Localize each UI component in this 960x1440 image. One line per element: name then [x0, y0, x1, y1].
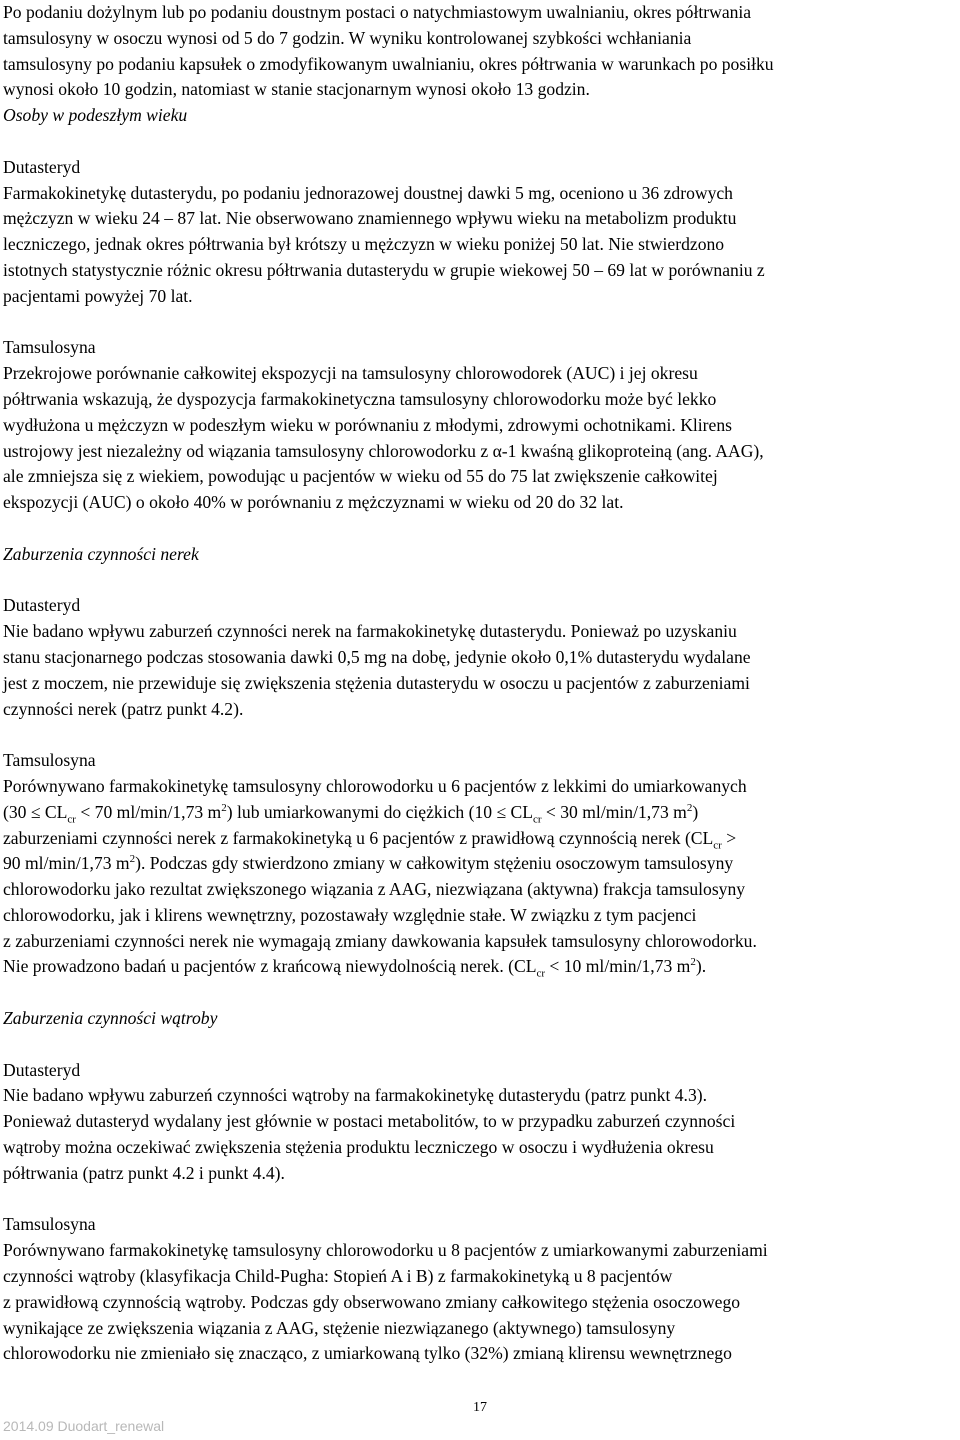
label-tamsulosyna: Tamsulosyna — [3, 337, 96, 358]
document-id: 2014.09 Duodart_renewal — [3, 1418, 165, 1434]
label-dutasteryd: Dutasteryd — [3, 595, 81, 616]
page-number: 17 — [473, 1400, 487, 1415]
label-tamsulosyna: Tamsulosyna — [3, 750, 96, 771]
heading-renal: Zaburzenia czynności nerek — [3, 543, 199, 564]
paragraph-dutasteryd-elderly: Farmakokinetykę dutasterydu, po podaniu jednorazowej doustnej dawki 5 mg, oceniono u 36 zdrowych mężczyzn w wieku 24 – 87 lat. Nie obserwowano znamiennego wpływu wieku na metabolizm produktu leczniczego, jednak okres półtrwania był krótszy u mężczyzn w wieku poniżej 50 lat. Nie stwierdzono istotnych statystycznie różnic okresu półtrwania dutasterydu w grupie wiekowej 50 – 69 lat w porównaniu z pacjentami powyżej 70 lat. — [3, 182, 765, 306]
paragraph-tamsulosyna-renal: Porównywano farmakokinetykę tamsulosyny chlorowodorku u 6 pacjentów z lekkimi do umiarkowanych ($30 \le CL_{cr} < 70$ ml/min/1,73 $m^2$) lub umiarkowanymi do ciężkich ($10 \le CL_{cr} < 30$ ml/min/1,73 $m^2$) zaburzeniami czynności nerek z farmakokinetyką u 6 pacjentów z prawidłową czynnością nerek ($CL_{cr}$ > 90 ml/min/1,73 $m^2$). Podczas gdy stwierdzono zmiany w całkowitym stężeniu osoczowym tamsulosyny chlorowodorku jako rezultat zwiększonego wiązania z AAG, niezwiązana (aktywna) frakcja tamsulosyny chlorowodorku, jak i klirens wewnętrzny, pozostawały względnie stałe. W związku z tym pacjenci z zaburzeniami czynności nerek nie wymagają zmiany dawkowania kapsułek tamsulosyny chlorowodorku. Nie prowadzono badań u pacjentów z krańcową niewydolnością nerek. ($CL_{cr} < 10$ ml/min/1,73 $m^2$). — [3, 775, 757, 980]
paragraph-dutasteryd-hepatic: Nie badano wpływu zaburzeń czynności wątroby na farmakokinetykę dutasterydu (patrz punkt 4.3). Ponieważ dutasteryd wydalany jest głównie w postaci metabolitów, to w przypadku zaburzeń czynności wątroby można oczekiwać zwiększenia stężenia produktu leczniczego w osoczu i wydłużenia okresu półtrwania (patrz punkt 4.2 i punkt 4.4). — [3, 1085, 736, 1183]
heading-hepatic: Zaburzenia czynności wątroby — [3, 1008, 218, 1029]
label-dutasteryd: Dutasteryd — [3, 156, 81, 177]
label-dutasteryd: Dutasteryd — [3, 1059, 81, 1080]
paragraph-tamsulosyna-elderly: Przekrojowe porównanie całkowitej ekspozycji na tamsulosyny chlorowodorek (AUC) i jej okresu półtrwania wskazują, że dyspozycja farmakokinetyczna tamsulosyny chlorowodorku może być lekko wydłużona u mężczyzn w podeszłym wieku w porównaniu z młodymi, zdrowymi ochotnikami. Klirens ustrojowy jest niezależny od wiązania tamsulosyny chlorowodorku z α-1 kwaśną glikoproteiną (ang. AAG), ale zmniejsza się z wiekiem, powodując u pacjentów w wieku od 55 do 75 lat zwiększenie całkowitej ekspozycji (AUC) o około 40% w porównaniu z mężczyznami w wieku od 20 do 32 lat. — [3, 363, 764, 513]
heading-elderly: Osoby w podeszłym wieku — [3, 105, 188, 126]
paragraph-dutasteryd-renal: Nie badano wpływu zaburzeń czynności nerek na farmakokinetykę dutasterydu. Ponieważ po uzyskaniu stanu stacjonarnego podczas stosowania dawki 0,5 mg na dobę, jedynie około 0,1% dutasterydu wydalane jest z moczem, nie przewiduje się zwiększenia stężenia dutasterydu w osoczu u pacjentów z zaburzeniami czynności nerek (patrz punkt 4.2). — [3, 621, 751, 719]
label-tamsulosyna: Tamsulosyna — [3, 1214, 96, 1235]
paragraph-tamsulosyna-hepatic: Porównywano farmakokinetykę tamsulosyny chlorowodorku u 8 pacjentów z umiarkowanymi zaburzeniami czynności wątroby (klasyfikacja Child-Pugha: Stopień A i B) z farmakokinetyką u 8 pacjentów z prawidłową czynnością wątroby. Podczas gdy obserwowano zmiany całkowitego stężenia osoczowego wynikające ze zwiększenia wiązania z AAG, stężenie niezwiązanego (aktywnego) tamsulosyny chlorowodorku nie zmieniało się znacząco, z umiarkowaną tylko (32%) zmianą klirensu wewnętrznego — [3, 1240, 768, 1364]
paragraph-half-life: Po podaniu dożylnym lub po podaniu doustnym postaci o natychmiastowym uwalnianiu, okres półtrwania tamsulosyny w osoczu wynosi od 5 do 7 godzin. W wyniku kontrolowanej szybkości wchłaniania tamsulosyny po podaniu kapsułek o zmodyfikowanym uwalnianiu, okres półtrwania w warunkach po posiłku wynosi około 10 godzin, natomiast w stanie stacjonarnym wynosi około 13 godzin. — [3, 2, 774, 100]
document-page — [3, 0, 958, 1367]
